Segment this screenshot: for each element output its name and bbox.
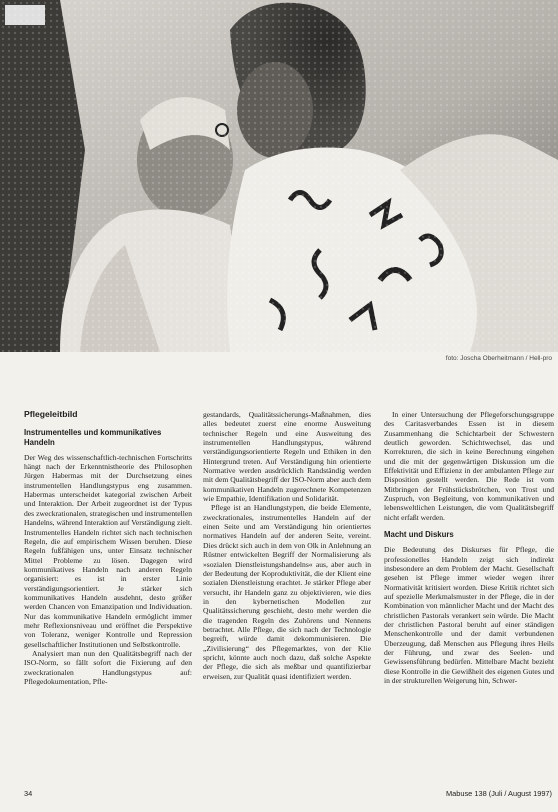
paragraph: Pflege ist an Handlungstypen, die beide Elemente, zweckrationales, instrumentelles Handeln auf der einen Seite und am Verständigung hin orientiertes normatives Handeln auf der anderen Seite, vereint. Dies drückt sich auch in dem von Olk in Anlehnung an Rüstner entwickelten Begriff der Normalisierung als »sozialen Dienstleistungshandelns« aus, aber auch in der Bedeutung der Koproduktivität, die der Klient eine sozialen Dienstleistung erachtet. Je stärker Pflege aber versucht, ihr Handeln ganz zu objektivieren, wie dies in den kybernetischen Modellen zur Qualitätssicherung geschieht, desto mehr werden die die tragenden Regeln des Zuhörens und Nennens betrachtet. Alle Pflege, die sich nach der Technologie begreift, würde damit dekommunisieren. Die „Zivilisierung“ des Pflegemarktes, von der Klie spricht, könnte auch noch dazu, daß solche Aspekte der Pflege, die sich als meßbar und quantifizierbar erweisen, zur Qualität quasi identifiziert werden. [203, 503, 371, 681]
subheading: Macht und Diskurs [384, 530, 454, 540]
photo [0, 0, 558, 352]
column-2 [203, 410, 371, 681]
subheading: Instrumentelles und kommunikatives Handeln [24, 428, 162, 447]
paragraph: Analysiert man nun den Qualitätsbegriff nach der ISO-Norm, so fällt sofort die Fixierung auf den zweckrationalen Handlungstypus auf: Pflegedokumentation, Pfle- [24, 648, 192, 686]
section-heading: Pflegeleitbild [24, 409, 78, 419]
page-footer [0, 787, 558, 803]
photo-illustration [0, 0, 558, 352]
paragraph: In einer Untersuchung der Pflegeforschungsgruppe des Caritasverbandes Essen ist in diesem Zusammenhang die Schichtarbeit der Schwestern deutlich geworden. Schichtwechsel, das und Korrekturen, die sich in keine Berechnung eingehen und die mit der gegenwärtigen Diskussion um die Effektivität und Effizienz in der ambulanten Pflege zur Disposition gestellt werden. Die Rede ist vom Mitbringen der Frühstücksbrötchen, von Trost und Zuspruch, von Begleitung, von kommunikativen und lebensweltlichen Leistungen, die vom Qualitätsbegriff nicht erfaßt werden. [384, 410, 554, 522]
column-3 [384, 410, 554, 685]
paragraph: Der Weg des wissenschaftlich-technischen Fortschritts hängt nach der Erkenntnistheorie des Philosophen Jürgen Habermas mit der Durchsetzung eines instrumentellen Handlungstypus eng zusammen. Habermas unterscheidet kategorial zwischen Arbeit und Interaktion. Der Arbeit zugeordnet ist der Typus des zweckrationalen, strategischen und instrumentellen Handelns, während Interaktion auf Verständigung zielt. Instrumentelles Handeln richtet sich nach technischen Regeln, die auf empirischem Wissen beruhen. Diese Regeln fußfähigen uns, unter Einsatz technischer Mittel Probleme zu lösen. Dagegen wird kommunikatives Handeln nach anderen Regeln organisiert: es ist in erster Linie verständigungsorientiert. Je stärker sich kommunikatives Handeln ausdehnt, desto größer werden Chancen von Emanzipation und Individuation. Nur das kommunikative Handeln ermöglicht immer mehr Reflexionsniveau und eröffnet die Perspektive von Toleranz, weniger Kontrolle und Repression gesellschaftlicher Institutionen und Selbstkontrolle. [24, 452, 192, 649]
journal-info: Mabuse 138 (Juli / August 1997) [446, 789, 552, 798]
paragraph: gestandards, Qualitätssicherungs-Maßnahmen, dies alles bedeutet zuerst eine enorme Ausweitung technischer Regeln und eine Ausweitung des instrumentellen Handlungstypus, während verständigungsorientierte Regeln und Ethiken in den Hintergrund treten. Auf Verständigung hin orientierte Normative werden ausdrücklich Randständig werden mit dem Qualitätsbegriff der ISO-Norm aber auch dem kommunikativen Handeln zugerechnete Kompetenzen wie Empathie, Identifikation und Solidarität. [203, 410, 371, 504]
photo-credit: foto: Joscha Oberheitmann / Hell-pro [445, 355, 552, 362]
paragraph: Die Bedeutung des Diskurses für Pflege, die professionelles Handeln zeigt sich indirekt insbesondere an dem Problem der Macht. Gesellschaft gesehen ist Pflege immer wieder wegen ihrer Normativität kritisiert worden. Diese Kritik richtet sich auf spezielle Merkmalsmuster in der Pflege, die in der Kombination von männlicher Macht und der Macht des christlichen Pastorals verankert sein würde. Die Macht der christlichen Pastoral beruht auf einer ständigen Menschenkontrolle und der damit verbundenen Überzeugung, daß Menschen aus Pflegung ihres Heils der Führung, und zwar des Seelen- und Gewissensführung bedürfen. Mittelbare Macht bezieht diese Kontrolle in die Gewißheit des eigenen Gutes und in der strukturellen Weigerung hin, Schwer- [384, 545, 554, 686]
page-number: 34 [24, 789, 33, 798]
column-1 [24, 410, 192, 686]
